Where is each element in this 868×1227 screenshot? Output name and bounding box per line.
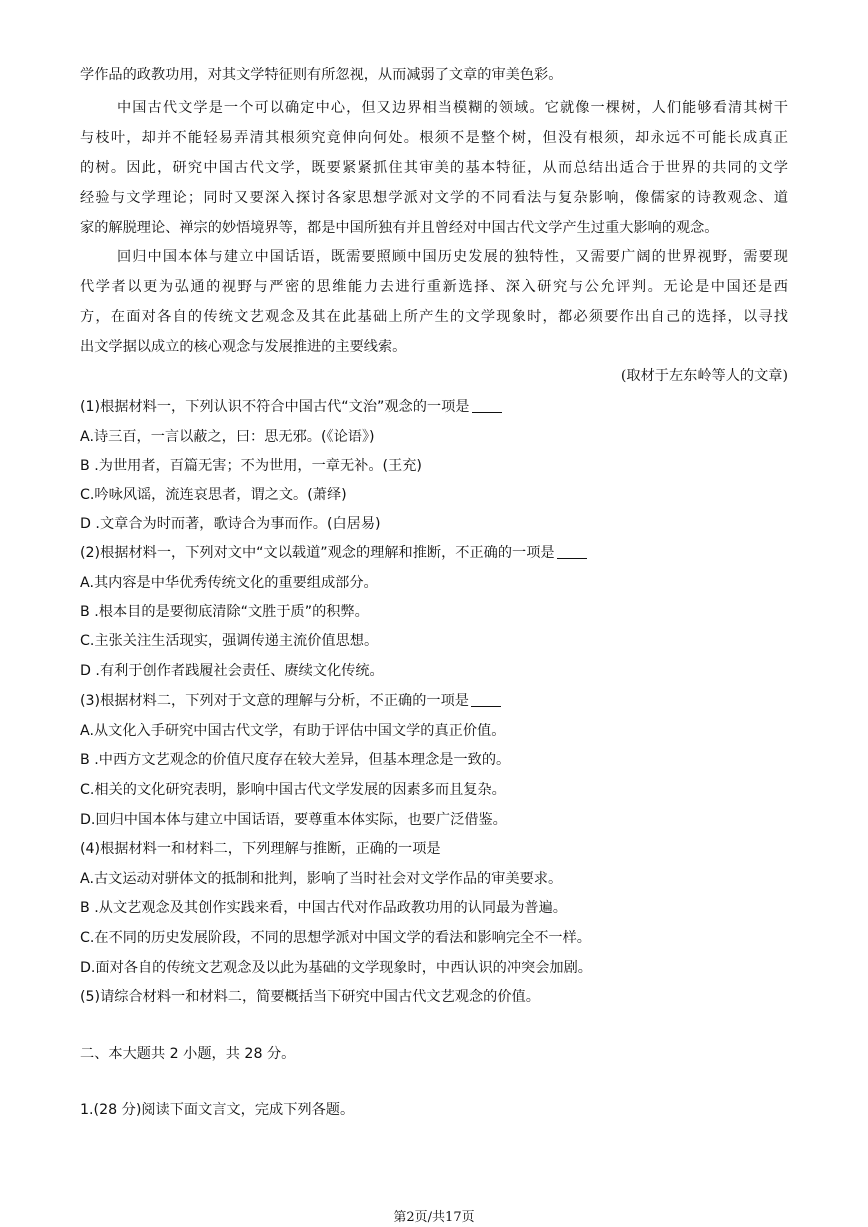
passage-line: 出文学据以成立的核心观念与发展推进的主要线索。 xyxy=(80,339,407,355)
question-option: B .从文艺观念及其创作实践来看，中国古代对作品政教功用的认同最为普遍。 xyxy=(80,900,567,916)
answer-blank[interactable] xyxy=(471,692,501,707)
passage-line: 代学者以更为弘通的视野与严密的思维能力去进行重新选择、深入研究与公允评判。无论是中国还是西 xyxy=(80,279,788,295)
passage-line: 方，在面对各自的传统文艺观念及其在此基础上所产生的文学现象时，都必须要作出自己的选择，以寻找 xyxy=(80,309,788,325)
question-option: C.在不同的历史发展阶段，不同的思想学派对中国文学的看法和影响完全不一样。 xyxy=(80,930,591,946)
page-number: 第2页/共17页 xyxy=(393,1210,475,1225)
passage-line: 中国古代文学是一个可以确定中心，但又边界相当模糊的领域。它就像一棵树，人们能够看清其树干 xyxy=(117,100,788,116)
question-option: D.回归中国本体与建立中国话语，要尊重本体实际，也要广泛借鉴。 xyxy=(80,812,507,828)
question-option: C.相关的文化研究表明，影响中国古代文学发展的因素多而且复杂。 xyxy=(80,782,506,798)
passage-line: 经验与文学理论；同时又要深入探讨各家思想学派对文学的不同看法与复杂影响，像儒家的诗教观念、道 xyxy=(80,190,788,206)
question-option: A.从文化入手研究中国古代文学，有助于评估中国文学的真正价值。 xyxy=(80,723,506,739)
section-heading: 二、本大题共 2 小题，共 28 分。 xyxy=(80,1046,296,1062)
passage-line: 学作品的政教功用，对其文学特征则有所忽视，从而减弱了文章的审美色彩。 xyxy=(80,67,563,83)
passage-line: 家的解脱理论、禅宗的妙悟境界等，都是中国所独有并且曾经对中国古代文学产生过重大影响的观念。 xyxy=(80,220,719,236)
question-option: B .根本目的是要彻底清除“文胜于质”的积弊。 xyxy=(80,604,369,620)
question-option: C.主张关注生活现实，强调传递主流价值思想。 xyxy=(80,633,379,649)
question-option: B .中西方文艺观念的价值尺度存在较大差异，但基本理念是一致的。 xyxy=(80,752,511,768)
question-option: A.古文运动对骈体文的抵制和批判，影响了当时社会对文学作品的审美要求。 xyxy=(80,871,563,887)
question-stem: (1)根据材料一，下列认识不符合中国古代“文治”观念的一项是 xyxy=(80,398,788,416)
passage-line: 的树。因此，研究中国古代文学，既要紧紧抓住其审美的基本特征，从而总结出适合于世界的共同的文学 xyxy=(80,160,788,176)
question-option: B .为世用者，百篇无害；不为世用，一章无补。(王充) xyxy=(80,458,422,474)
source-citation: (取材于左东岭等人的文章) xyxy=(620,368,788,384)
question-stem: (3)根据材料二，下列对于文意的理解与分析，不正确的一项是 xyxy=(80,692,788,710)
question-option: A.诗三百，一言以蔽之，曰：思无邪。(《论语》) xyxy=(80,429,375,445)
answer-blank[interactable] xyxy=(557,544,587,559)
passage-line: 回归中国本体与建立中国话语，既需要照顾中国历史发展的独特性，又需要广阔的世界视野，需要现 xyxy=(117,249,788,265)
question-stem: (5)请综合材料一和材料二，简要概括当下研究中国古代文艺观念的价值。 xyxy=(80,989,540,1005)
question-stem: (4)根据材料一和材料二，下列理解与推断，正确的一项是 xyxy=(80,841,441,857)
question-option: D .有利于创作者践履社会责任、赓续文化传统。 xyxy=(80,663,384,679)
question-intro: 1.(28 分)阅读下面文言文，完成下列各题。 xyxy=(80,1102,355,1118)
question-option: D .文章合为时而著，歌诗合为事而作。(白居易) xyxy=(80,516,381,532)
question-stem: (2)根据材料一，下列对文中“文以载道”观念的理解和推断，不正确的一项是 xyxy=(80,544,788,562)
question-option: A.其内容是中华优秀传统文化的重要组成部分。 xyxy=(80,575,378,591)
answer-blank[interactable] xyxy=(472,398,502,413)
question-option: D.面对各自的传统文艺观念及以此为基础的文学现象时，中西认识的冲突会加剧。 xyxy=(80,960,592,976)
question-option: C.吟咏风谣，流连哀思者，谓之文。(萧绎) xyxy=(80,487,347,503)
passage-line: 与枝叶，却并不能轻易弄清其根须究竟伸向何处。根须不是整个树，但没有根须，却永远不可能长成真正 xyxy=(80,130,788,146)
